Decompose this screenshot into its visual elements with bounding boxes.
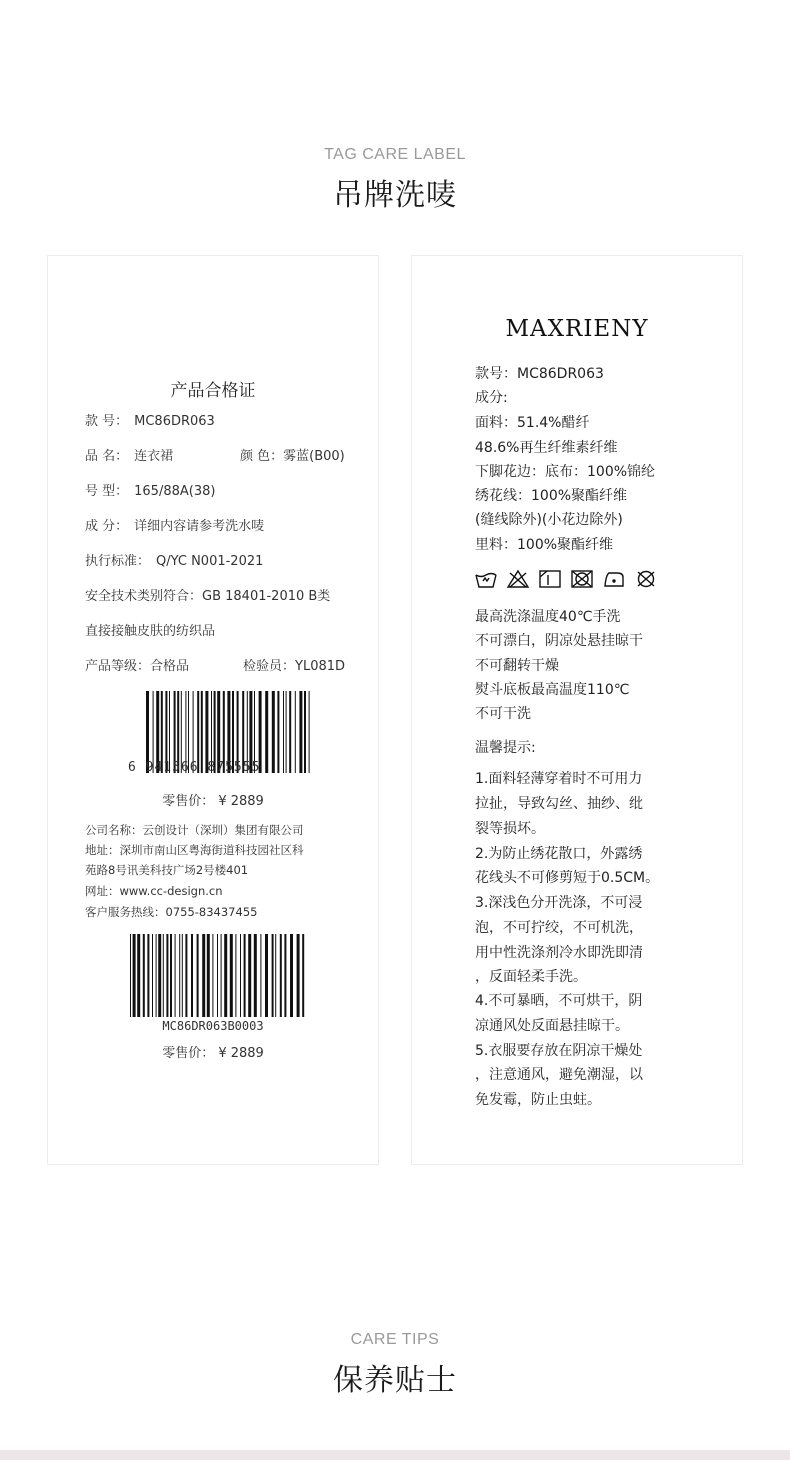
care-line: 款号：MC86DR063 — [475, 366, 604, 382]
care-line: 面料：51.4%醋纤 — [475, 415, 590, 431]
certificate-tag — [47, 255, 379, 1165]
wash-line: 不可漂白，阴凉处悬挂晾干 — [475, 633, 643, 649]
barcode-bar — [191, 934, 193, 1017]
cert-std-value: Q/YC N001-2021 — [156, 554, 264, 569]
tip-line: 用中性洗涤剂冷水即洗即清 — [475, 945, 643, 961]
barcode-bar — [217, 934, 218, 1017]
cert-name-value: 连衣裙 — [134, 449, 174, 464]
sku-barcode — [130, 934, 308, 1017]
barcode-bar — [290, 934, 293, 1017]
tip-line: 免发霉，防止虫蛀。 — [475, 1092, 601, 1108]
tip-line: 4.不可暴晒，不可烘干，阴 — [475, 993, 643, 1009]
barcode-bar — [297, 934, 300, 1017]
barcode-bar — [235, 934, 236, 1017]
cert-safety-line1: 安全技术类别符合：GB 18401-2010 B类 — [85, 589, 331, 604]
tip-line: 3.深浅色分开洗涤，不可浸 — [475, 895, 643, 911]
tip-line: 5.衣服要存放在阴凉干燥处 — [475, 1043, 643, 1059]
barcode-bar — [309, 691, 310, 773]
wash-line: 熨斗底板最高温度110℃ — [475, 682, 630, 698]
care-line: (缝线除外)(小花边除外) — [475, 512, 623, 528]
cert-style-label: 款 号： — [85, 414, 129, 429]
cert-grade-label: 产品等级： — [85, 659, 151, 674]
barcode-bar — [163, 934, 164, 1017]
barcode-bar — [197, 934, 199, 1017]
wash-line: 不可翻转干燥 — [475, 658, 559, 674]
barcode-bar — [179, 934, 180, 1017]
cert-inspector-value: YL081D — [295, 659, 346, 674]
tip-line: 拉扯，导致勾丝、抽纱、纰 — [475, 796, 643, 812]
care-symbols — [475, 569, 665, 589]
no-dry-clean-icon — [638, 572, 654, 587]
tip-line: 花线头不可修剪短于0.5CM。 — [475, 870, 660, 886]
address-line1: 地址：深圳市南山区粤海街道科技园社区科 — [85, 843, 304, 857]
retail-price-1: 零售价： ¥ 2889 — [162, 794, 264, 809]
barcode-bar — [272, 934, 274, 1017]
tip-line: 2.为防止绣花散口，外露绣 — [475, 846, 643, 862]
cert-comp-value: 详细内容请参考洗水唛 — [134, 519, 265, 534]
barcode-bar — [156, 934, 157, 1017]
tip-line: 裂等损坏。 — [475, 821, 545, 837]
address-line2: 苑路8号讯美科技广场2号楼401 — [85, 863, 249, 877]
barcode-bar — [280, 934, 282, 1017]
cert-inspector-row — [243, 655, 345, 674]
care-tips-header — [0, 1331, 790, 1399]
no-tumble-dry-icon — [572, 571, 592, 587]
tag-care-en-title: TAG CARE LABEL — [324, 146, 466, 163]
tip-line: 泡，不可拧绞，不可机洗， — [475, 920, 643, 936]
barcode-bar — [212, 934, 213, 1017]
barcode-bar — [254, 934, 257, 1017]
cert-std-row — [85, 550, 263, 569]
cert-size-row — [85, 480, 215, 499]
cert-color-label: 颜 色： — [240, 449, 284, 464]
barcode-bar — [185, 934, 187, 1017]
cert-style-value: MC86DR063 — [134, 414, 215, 429]
barcode-bar — [175, 934, 176, 1017]
barcode-bar — [152, 934, 153, 1017]
cert-color-row — [240, 445, 345, 464]
care-tips-en-title: CARE TIPS — [350, 1331, 440, 1348]
no-bleach-icon — [508, 571, 528, 587]
cert-std-label: 执行标准： — [85, 554, 151, 569]
sku-code: MC86DR063B0003 — [162, 1019, 264, 1033]
barcode-bar — [207, 934, 210, 1017]
tip-line: ，反面轻柔手洗。 — [475, 969, 587, 985]
tag-care-header — [0, 146, 790, 214]
barcode-bar — [240, 934, 241, 1017]
barcode-bar — [230, 934, 233, 1017]
care-line: 绣花线：100%聚酯纤维 — [475, 488, 628, 504]
company-name: 公司名称：云创设计（深圳）集团有限公司 — [85, 823, 304, 837]
barcode-bar — [248, 934, 251, 1017]
care-line: 下脚花边：底布：100%锦纶 — [475, 464, 656, 480]
barcode-bar — [166, 934, 168, 1017]
barcode-digits: 6 941566 875555 — [128, 760, 261, 775]
retail-price-2: 零售价： ¥ 2889 — [162, 1046, 264, 1061]
barcode-bar — [143, 934, 145, 1017]
barcode-bar — [244, 934, 246, 1017]
barcode-bar — [170, 934, 172, 1017]
tag-care-cn-title: 吊牌洗唛 — [333, 178, 457, 213]
cert-safety-line2: 直接接触皮肤的纺织品 — [85, 624, 216, 639]
cert-grade-row — [85, 655, 189, 674]
barcode-bar — [284, 934, 286, 1017]
cert-name-label: 品 名： — [85, 449, 129, 464]
care-tips-cn-title: 保养贴士 — [333, 1363, 457, 1398]
care-line: 成分: — [475, 390, 508, 406]
hand-wash-icon — [476, 574, 496, 588]
care-label-tag — [411, 255, 743, 1165]
cert-grade-value: 合格品 — [150, 659, 190, 674]
barcode-bar — [147, 934, 149, 1017]
barcode-bar — [130, 934, 131, 1017]
tip-line: 凉通风处反面悬挂晾干。 — [475, 1018, 629, 1034]
cert-name-row — [85, 445, 173, 464]
cert-comp-row — [85, 515, 264, 534]
cert-size-label: 号 型： — [85, 484, 129, 499]
barcode-bar — [158, 934, 161, 1017]
barcode-bar — [224, 934, 227, 1017]
barcode-bar — [302, 934, 304, 1017]
barcode-bar — [133, 934, 136, 1017]
tip-line: 1.面料轻薄穿着时不可用力 — [475, 771, 643, 787]
cert-color-value: 雾蓝(B00) — [283, 449, 345, 464]
hotline: 客户服务热线：0755-83437455 — [85, 905, 258, 919]
barcode-bar — [221, 934, 222, 1017]
barcode-bar — [202, 934, 205, 1017]
barcode-bar — [275, 934, 276, 1017]
wash-line: 不可干洗 — [475, 706, 531, 722]
cert-style-row — [85, 410, 215, 429]
brand-logo: MAXRIENY — [505, 316, 649, 342]
cert-title: 产品合格证 — [170, 381, 256, 401]
cert-size-value: 165/88A(38) — [134, 484, 216, 499]
barcode-bar — [137, 934, 140, 1017]
tip-line: ，注意通风，避免潮湿，以 — [475, 1067, 643, 1083]
cert-comp-label: 成 分： — [85, 519, 129, 534]
care-line: 48.6%再生纤维素纤维 — [475, 440, 618, 456]
bottom-band — [0, 1450, 790, 1460]
cert-inspector-label: 检验员： — [243, 659, 296, 674]
care-line: 里料：100%聚酯纤维 — [475, 537, 614, 553]
barcode-bar — [265, 934, 268, 1017]
barcode-bar — [182, 934, 183, 1017]
barcode-bar — [260, 934, 261, 1017]
iron-110-icon — [605, 573, 623, 586]
tips-title: 温馨提示: — [475, 740, 536, 756]
wash-line: 最高洗涤温度40℃手洗 — [475, 609, 621, 625]
line-dry-shade-icon — [540, 571, 560, 587]
website: 网址：www.cc-design.cn — [85, 884, 223, 898]
